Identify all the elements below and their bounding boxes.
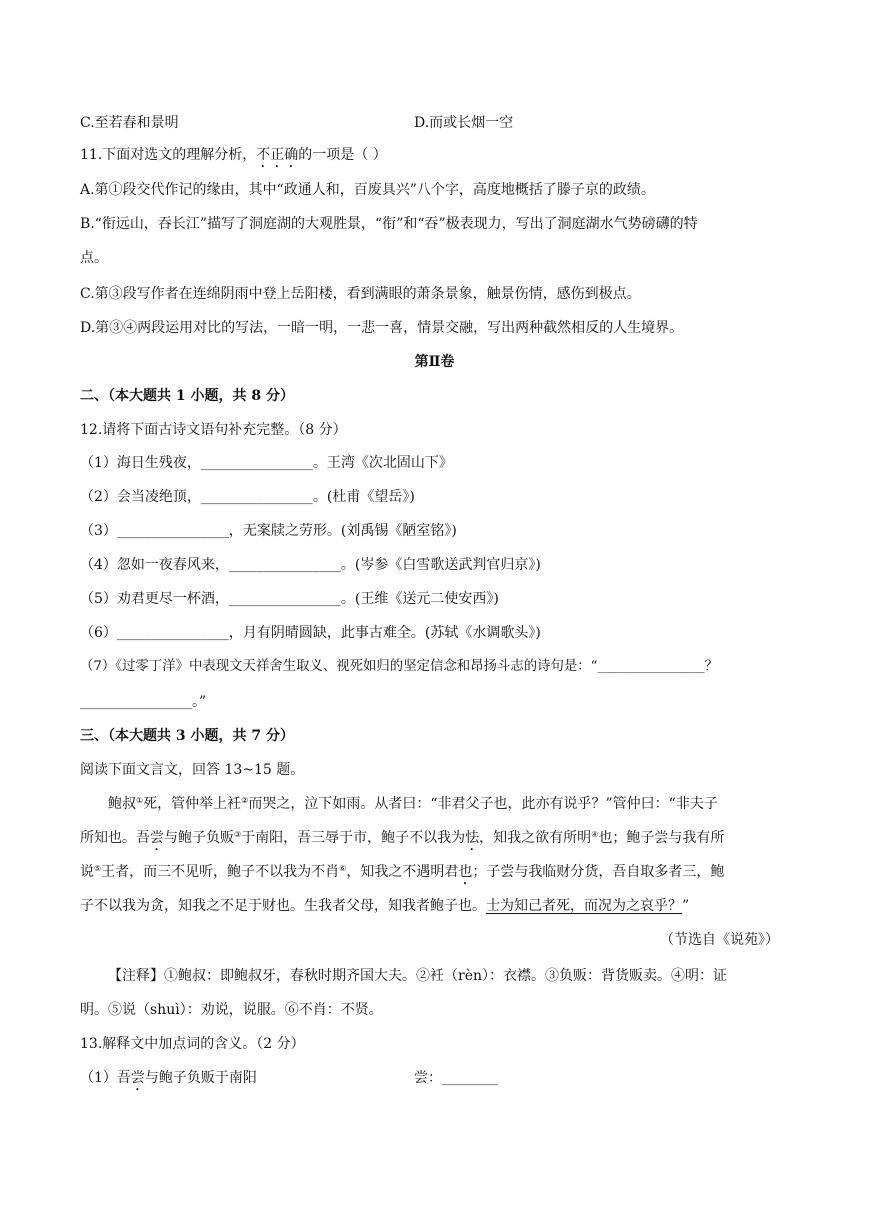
- q12-item-7-line1: （7）《过零丁洋》中表现文天祥舍生取义、视死如归的坚定信念和昂扬斗志的诗句是：“________________？: [80, 659, 719, 674]
- passage-line-2: 所知也。吾尝与鲍子负贩③于南阳，吾三辱于市，鲍子不以我为怯，知我之欲有所明④也；鲍子尝与我有所: [80, 830, 725, 846]
- q12-item-7-line2: ________________。”: [80, 694, 207, 710]
- q13-stem: 13.解释文中加点词的含义。（2 分）: [80, 1036, 305, 1052]
- q11-option-b-line2: 点。: [80, 250, 108, 266]
- section2-heading: 二、（本大题共 1 小题，共 8 分）: [80, 388, 294, 404]
- passage-line-1: 鲍叔①死，管仲举上衽②而哭之，泣下如雨。从者曰：“非君父子也，此亦有说乎？”管仲曰：“非夫子: [108, 796, 718, 812]
- q11-option-a: A.第①段交代作记的缘由，其中“政通人和，百废具兴”八个字，高度地概括了滕子京的政绩。: [80, 182, 655, 198]
- notes-line-1: 【注释】①鲍叔：即鲍叔牙，春秋时期齐国大夫。②衽（rèn）：衣襟。③负贩：背货贩卖。④明：证: [108, 968, 727, 984]
- q10-option-c: C.至若春和景明: [80, 115, 179, 131]
- q12-item-1: （1）海日生残夜，________________。王湾《次北固山下》: [80, 455, 453, 471]
- q12-item-5: （5）劝君更尽一杯酒，________________。(王维《送元二使安西》): [80, 591, 499, 607]
- q12-item-3: （3）________________，无案牍之劳形。(刘禹锡《陋室铭》): [80, 523, 457, 539]
- emphasis-dots: 不正确: [256, 147, 299, 163]
- passage-line-4: 子不以我为贪，知我之不足于财也。生我者父母，知我者鲍子也。士为知己者死，而况为之哀乎？”: [80, 898, 690, 914]
- q11-option-c: C.第③段写作者在连绵阴雨中登上岳阳楼，看到满眼的萧条景象，触景伤情，感伤到极点。: [80, 286, 641, 302]
- q12-item-6: （6）________________，月有阴晴圆缺，此事古难全。(苏轼《水调歌头》): [80, 625, 541, 641]
- underlined-sentence: 士为知己者死，而况为之哀乎？: [486, 898, 682, 914]
- passage-line-3: 说⑤王者，而三不见听，鲍子不以我为不肖⑥，知我之不遇明君也；子尝与我临财分货，吾自取多者三，鲍: [80, 864, 725, 880]
- passage-source: （节选自《说苑》）: [660, 932, 779, 948]
- volume-title: 第Ⅱ卷: [414, 354, 455, 370]
- notes-line-2: 明。⑤说（shuì）：劝说，说服。⑥不肖：不贤。: [80, 1002, 383, 1018]
- q11-option-d: D.第③④两段运用对比的写法，一暗一明，一悲一喜，情景交融，写出两种截然相反的人生境界。: [80, 320, 684, 336]
- q13-item-1: （1）吾尝与鲍子负贩于南阳: [80, 1070, 257, 1086]
- q11-stem: 11.下面对选文的理解分析，不正确的一项是（ ）: [80, 147, 387, 163]
- q10-option-d: D.而或长烟一空: [414, 115, 514, 131]
- reading-intro: 阅读下面文言文，回答 13~15 题。: [80, 762, 305, 778]
- q13-item-1-answer: 尝：________: [414, 1070, 498, 1086]
- q12-item-4: （4）忽如一夜春风来，________________。(岑参《白雪歌送武判官归京》): [80, 557, 541, 573]
- q11-option-b-line1: B.“衔远山，吞长江”描写了洞庭湖的大观胜景，“衔”和“吞”极表现力，写出了洞庭湖水气势磅礴的特: [80, 216, 698, 232]
- q12-item-2: （2）会当凌绝顶，________________。(杜甫《望岳》): [80, 489, 415, 505]
- section3-heading: 三、（本大题共 3 小题，共 7 分）: [80, 728, 294, 744]
- q12-stem: 12.请将下面古诗文语句补充完整。（8 分）: [80, 422, 347, 438]
